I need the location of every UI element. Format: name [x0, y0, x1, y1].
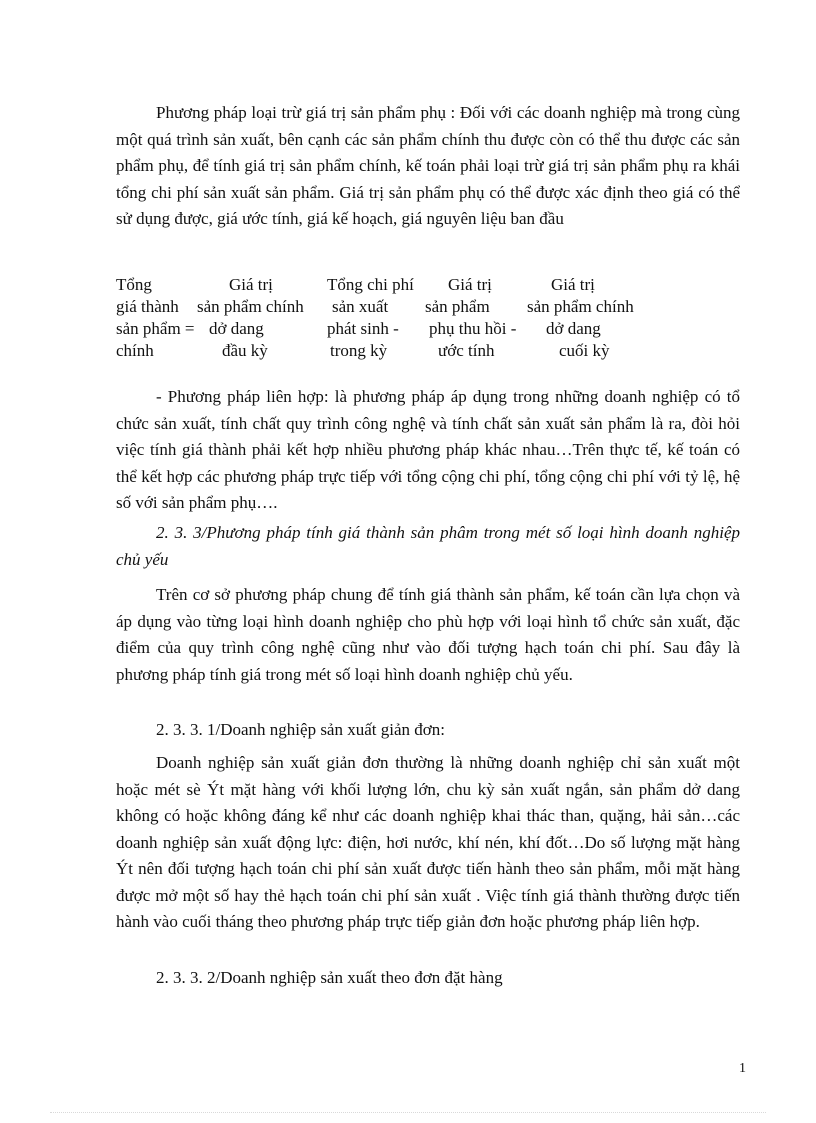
paragraph-simple-production: Doanh nghiệp sản xuất giản đơn thường là những doanh nghiệp chỉ sản xuất một hoặc mét sè Ýt mặt hàng với khối lượng lớn, chu kỳ sản xuất ngắn, sản phẩm dở dang không có hoặc không đáng kể như các doanh nghiệp khai thác than, quặng, hải sản…các doanh nghiệp sản xuất động lực: điện, hơi nước, khí nén, khí đốt…Do số lượng mặt hàng Ýt nên đối tượng hạch toán chi phí sản xuất được tiến hành theo sản phẩm, mỗi mặt hàng được mở một số hay thẻ hạch toán chi phí sản xuất . Việc tính giá thành thường được tiến hành vào cuối tháng theo phương pháp trực tiếp giản đơn hoặc phương pháp liên hợp. — [116, 753, 740, 931]
formula-cell: sản phẩm chính — [197, 297, 304, 316]
formula-cell: Giá trị — [229, 275, 273, 294]
formula-cell: ước tính — [438, 341, 495, 360]
formula-cell: sản phẩm chính — [527, 297, 634, 316]
formula-cell: Tổng — [116, 275, 152, 294]
cost-formula — [116, 274, 716, 362]
formula-row-2 — [116, 296, 716, 318]
formula-cell: chính — [116, 341, 154, 360]
page-number: 1 — [739, 1061, 746, 1076]
formula-cell: trong kỳ — [330, 341, 388, 360]
formula-cell: phát sinh - — [327, 319, 399, 338]
formula-cell: cuối kỳ — [559, 341, 610, 360]
formula-cell: dở dang — [546, 319, 601, 338]
formula-cell: sản phẩm = — [116, 319, 195, 338]
paragraph-overview: Trên cơ sở phương pháp chung để tính giá thành sản phẩm, kế toán cần lựa chọn và áp dụng vào từng loại hình doanh nghiệp cho phù hợp với loại hình tổ chức sản xuất, đặc điểm của quy trình công nghệ cũng như vào đối tượng hạch toán chi phí. Sau đây là phương pháp tính giá trong mét số loại hình doanh nghiệp chủ yếu. — [116, 585, 740, 684]
formula-row-4 — [116, 340, 716, 362]
paragraph-combined-method: - Phương pháp liên hợp: là phương pháp áp dụng trong những doanh nghiệp có tổ chức sản xuất, tính chất quy trình công nghệ và tính chất sản xuất sản phẩm là ra, đòi hỏi việc tính giá thành phải kết hợp nhiều phương pháp khác nhau…Trên thực tế, kế toán có thể kết hợp các phương pháp trực tiếp với tổng cộng chi phí, tổng cộng chi phí với tỷ lệ, hệ số với sản phẩm phụ…. — [116, 387, 740, 512]
section-heading-2-3-3: 2. 3. 3/Phương pháp tính giá thành sản phâm trong mét số loại hình doanh nghiệp chủ yếu — [116, 523, 740, 569]
formula-cell: sản phẩm — [425, 297, 490, 316]
paragraph-byproduct-method: Phương pháp loại trừ giá trị sản phẩm phụ : Đối với các doanh nghiệp mà trong cùng một quá trình sản xuất, bên cạnh các sản phẩm chính thu được còn có thể thu được các sản phẩm phụ, để tính giá trị sản phẩm chính, kế toán phải loại trừ giá trị sản phẩm phụ ra khái tổng chi phí sản xuất sản phẩm. Giá trị sản phẩm phụ có thể được xác định theo giá có thể sử dụng được, giá ước tính, giá kế hoạch, giá nguyên liệu ban đầu — [116, 103, 740, 228]
formula-cell: đầu kỳ — [222, 341, 268, 360]
section-heading-2-3-3-2: 2. 3. 3. 2/Doanh nghiệp sản xuất theo đơn đặt hàng — [156, 968, 503, 987]
formula-cell: Giá trị — [551, 275, 595, 294]
formula-row-3 — [116, 318, 716, 340]
formula-cell: Tổng chi phí — [327, 275, 414, 294]
formula-cell: giá thành — [116, 297, 179, 316]
footer-divider — [50, 1112, 766, 1114]
formula-cell: phụ thu hồi - — [429, 319, 517, 338]
formula-cell: sản xuất — [332, 297, 389, 316]
section-heading-2-3-3-1: 2. 3. 3. 1/Doanh nghiệp sản xuất giản đơn: — [156, 720, 445, 739]
formula-cell: dở dang — [209, 319, 264, 338]
formula-row-1 — [116, 274, 716, 296]
formula-cell: Giá trị — [448, 275, 492, 294]
